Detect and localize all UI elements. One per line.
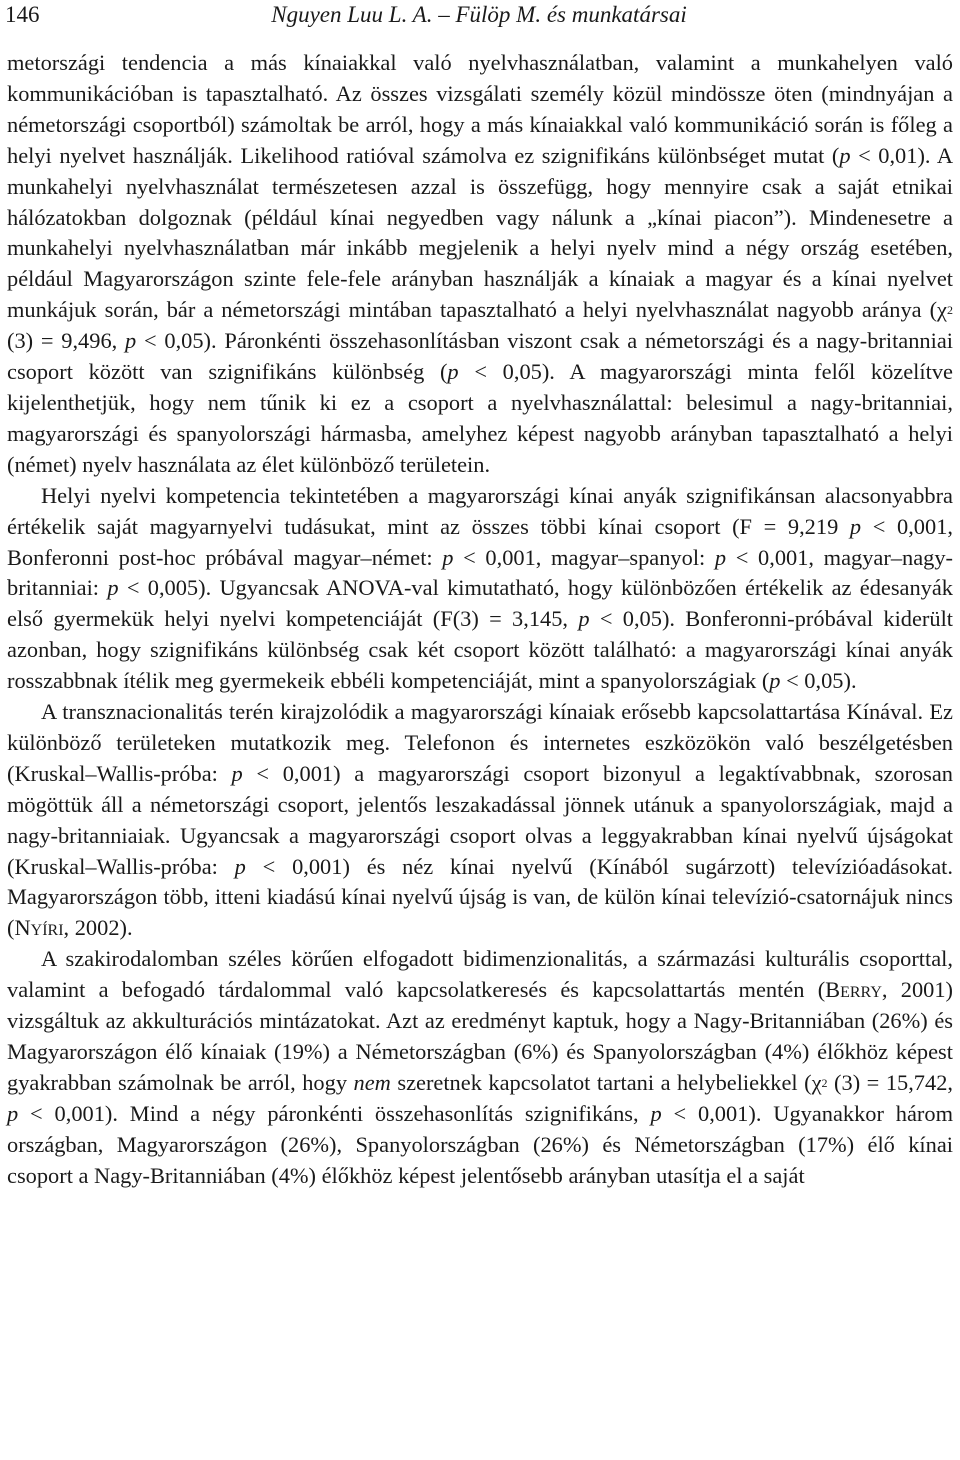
paragraph bbox=[7, 697, 953, 944]
text-run: < 0,001, magyar–spanyol: bbox=[453, 544, 715, 570]
author-name: Nyíri bbox=[14, 915, 64, 941]
text-run: Helyi nyelvi kompetencia tekintetében a magyarországi kínai anyák szignifikánsan alacsonyabbra értékelik saját magyarnyelvi tudásukat, mint az összes többi kínai csoport (F = 9,219 bbox=[7, 482, 953, 539]
text-run: < 0,001). Mind a négy páronkénti összehasonlítás szignifikáns, bbox=[18, 1100, 651, 1126]
author-name: Berry bbox=[825, 977, 882, 1003]
text-run: < 0,01). A munkahelyi nyelvhasználat természetesen azzal is összefügg, hogy mennyire csak a saját etnikai hálózatokban dolgoznak (például kínai negyedben vagy nálunk a „kínai piacon”). Mindenesetre a munkahelyi nyelvhasználatban már inkább megjelenik a helyi nyelv mind a négy ország esetében, például Magyarországon szinte fele-fele arányban használják a kínaiak a magyar és a kínai nyelvet munkájuk során, bár a németországi mintában tapasztalható a helyi nyelvhasználat nagyobb aránya (χ bbox=[7, 142, 953, 323]
paragraph bbox=[7, 481, 953, 697]
italic-run: p bbox=[107, 575, 119, 601]
italic-run: p bbox=[839, 142, 851, 168]
italic-run: p bbox=[769, 668, 781, 694]
superscript-run: 2 bbox=[821, 1075, 828, 1090]
text-run: < 0,001, magyar–nagy-britanniai: bbox=[7, 544, 953, 601]
text-run: < 0,001) és néz kínai nyelvű (Kínából sugárzott) televízióadásokat. Magyarországon több, itteni kiadású kínai nyelvű újság is van, de külön kínai televízió-csatornájuk nincs ( bbox=[7, 853, 954, 941]
italic-run: p bbox=[714, 544, 727, 570]
text-run: < 0,05). Bonferonni-próbával kiderült azonban, hogy szignifikáns különbség csak két csoport között található: a magyarországi kínai anyák rosszabbnak ítélik meg gyermekeik ebbéli kompetenciáját, mint a spanyolországiak ( bbox=[7, 606, 954, 694]
text-run: < 0,001). Ugyanakkor három országban, Magyarországon (26%), Spanyolországban (26%) és Németországban (17%) élő kínai csoport a Nagy-Britanniában (4%) élőkhöz képest jelentősebb arányban utasítja el a saját bbox=[7, 1100, 953, 1188]
text-run: (3) = 15,742, bbox=[827, 1069, 953, 1095]
page-number: 146 bbox=[5, 2, 40, 27]
text-run: metországi tendencia a más kínaiakkal való nyelvhasználatban, valamint a munkahelyen való kommunikációban is tapasztalható. Az összes vizsgálati személy közül mindössze öten (mindnyájan a németországi csoportból) számoltak be arról, hogy a más kínaiakkal való kommunikáció során is főleg a helyi nyelvet használják. Likelihood ratióval számolva ez szignifikáns különbséget mutat ( bbox=[7, 50, 953, 168]
italic-run: p bbox=[650, 1100, 662, 1126]
italic-run: p bbox=[125, 328, 137, 354]
text-run: < 0,05). A magyarországi minta felől közelítve kijelenthetjük, hogy nem tűnik ki ez a csoport a nyelvhasználattal: belesimul a nagy-britanniai, magyarországi és spanyolországi hármasba, amelyhez képest nagyobb arányban tapasztalható a helyi (német) nyelv használata az élet különböző területein. bbox=[7, 359, 953, 477]
italic-run: p bbox=[7, 1100, 19, 1126]
text-run: < 0,001) a magyarországi csoport bizonyul a legaktívabbnak, szorosan mögöttük áll a németországi csoport, jelentős leszakadással jönnek utánuk a spanyolországiak, majd a nagy-britanniaiak. Ugyancsak a magyarországi csoport olvas a leggyakrabban kínai nyelvű újságokat (Kruskal–Wallis-próba: bbox=[7, 760, 954, 879]
text-run: < 0,05). Páronkénti összehasonlításban viszont csak a németországi és a nagy-britanniai csoport között van szignifikáns különbség ( bbox=[7, 328, 954, 385]
italic-run: p bbox=[234, 853, 246, 879]
italic-run: p bbox=[849, 513, 862, 539]
text-run: , 2002). bbox=[63, 915, 133, 941]
running-head bbox=[5, 2, 953, 32]
running-title: Nguyen Luu L. A. – Fülöp M. és munkatársai bbox=[271, 2, 687, 27]
text-run: < 0,05). bbox=[780, 668, 857, 694]
italic-run: p bbox=[231, 760, 243, 786]
text-run: , 2001) vizsgáltuk az akkulturációs mintázatokat. Azt az eredményt kaptuk, hogy a Nagy-Britanniában (26%) és Magyarországon élő kínaiak (19%) a Németországban (6%) és Spanyolországban (4%) élőkhöz képest gyakrabban számolnak be arról, hogy bbox=[7, 977, 953, 1095]
italic-run: p bbox=[578, 606, 590, 632]
text-run: < 0,005). Ugyancsak ANOVA-val kimutatható, hogy különbözően értékelik az édesanyák első gyermekük helyi nyelvi kompetenciáját (F(3) = 3,145, bbox=[7, 575, 953, 632]
italic-run: nem bbox=[353, 1069, 391, 1095]
superscript-run: 2 bbox=[947, 303, 953, 318]
text-run: szeretnek kapcsolatot tartani a helybeliekkel (χ bbox=[390, 1069, 822, 1095]
paragraph bbox=[7, 48, 953, 481]
text-run: < 0,001, Bonferonni post-hoc próbával magyar–német: bbox=[7, 513, 953, 570]
text-run: (3) = 9,496, bbox=[7, 328, 126, 354]
text-run: A szakirodalomban széles körűen elfogadott bidimenzionalitás, a származási kulturális csoporttal, valamint a befogadó tárdalommal való kapcsolatkeresés és kapcsolattartás mentén ( bbox=[7, 946, 953, 1003]
body-text bbox=[7, 48, 953, 1192]
italic-run: p bbox=[442, 544, 454, 570]
text-run: A transznacionalitás terén kirajzolódik a magyarországi kínaiak erősebb kapcsolattartása Kínával. Ez különböző területeken mutatkozik meg. Telefonon és internetes eszközökön való beszélgetésben (Kruskal–Wallis-próba: bbox=[7, 699, 953, 786]
paragraph bbox=[7, 944, 953, 1191]
italic-run: p bbox=[447, 359, 459, 385]
